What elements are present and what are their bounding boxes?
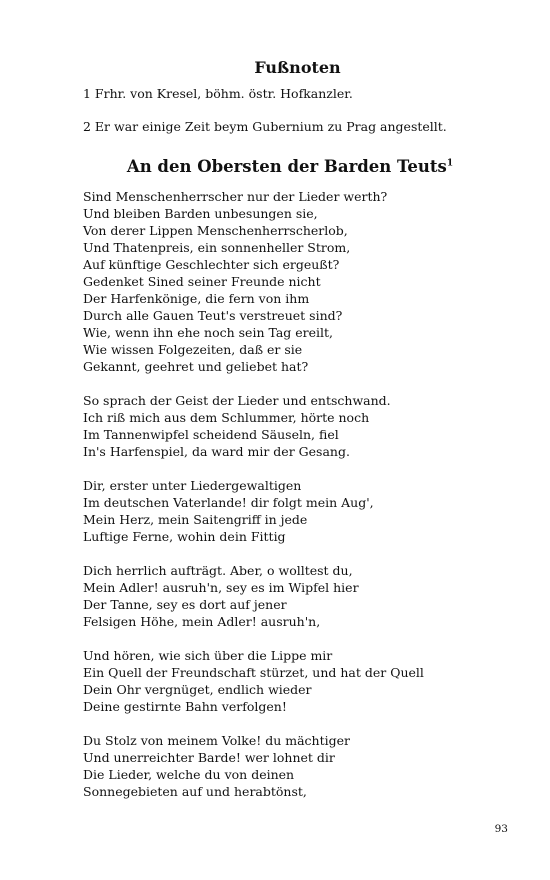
poem-line: Von derer Lippen Menschenherrscherlob, [83,223,348,238]
poem-line: Sind Menschenherrscher nur der Lieder werth? [83,189,388,204]
stanza [83,477,523,545]
poem-line: Und unerreichter Barde! wer lohnet dir [83,750,335,765]
poem-line: Wie wissen Folgezeiten, daß er sie [83,342,303,357]
poem-line: Deine gestirnte Bahn verfolgen! [83,699,287,714]
footnote-1: 1 Frhr. von Kresel, böhm. östr. Hofkanzler. [83,86,353,101]
poem-line: Der Tanne, sey es dort auf jener [83,597,287,612]
stanza [83,392,523,460]
poem-line: Die Lieder, welche du von deinen [83,767,295,782]
poem-line: Und bleiben Barden unbesungen sie, [83,206,318,221]
stanza [83,188,523,375]
poem-line: Im Tannenwipfel scheidend Säuseln, fiel [83,427,339,442]
poem-line: Du Stolz von meinem Volke! du mächtiger [83,733,350,748]
poem-line: Mein Herz, mein Saitengriff in jede [83,512,308,527]
footnote-marker: 1 [446,158,454,169]
poem-title [0,157,550,176]
poem-body [83,188,523,817]
poem-line: Ein Quell der Freundschaft stürzet, und hat der Quell [83,665,424,680]
poem-line: So sprach der Geist der Lieder und entschwand. [83,393,391,408]
poem-line: Luftige Ferne, wohin dein Fittig [83,529,286,544]
poem-line: Gedenket Sined seiner Freunde nicht [83,274,321,289]
poem-line: Durch alle Gauen Teut's verstreuet sind? [83,308,343,323]
stanza [83,562,523,630]
poem-line: Sonnegebieten auf und herabtönst, [83,784,307,799]
poem-line: Ich riß mich aus dem Schlummer, hörte noch [83,410,370,425]
poem-line: Mein Adler! ausruh'n, sey es im Wipfel hier [83,580,359,595]
page-number: 93 [494,823,508,835]
poem-line: Und Thatenpreis, ein sonnenheller Strom, [83,240,351,255]
poem-line: Dich herrlich aufträgt. Aber, o wolltest du, [83,563,353,578]
footnotes-heading: Fußnoten [254,58,341,77]
poem-line: Auf künftige Geschlechter sich ergeußt? [83,257,340,272]
poem-title-text: An den Obersten der Barden Teuts [126,157,447,176]
poem-line: Der Harfenkönige, die fern von ihm [83,291,310,306]
poem-line: Dir, erster unter Liedergewaltigen [83,478,302,493]
poem-line: In's Harfenspiel, da ward mir der Gesang. [83,444,350,459]
poem-line: Wie, wenn ihn ehe noch sein Tag ereilt, [83,325,334,340]
poem-line: Dein Ohr vergnüget, endlich wieder [83,682,312,697]
poem-line: Gekannt, geehret und geliebet hat? [83,359,309,374]
stanza [83,732,523,800]
poem-line: Und hören, wie sich über die Lippe mir [83,648,333,663]
footnote-2: 2 Er war einige Zeit beym Gubernium zu Prag angestellt. [83,119,447,134]
poem-line: Im deutschen Vaterlande! dir folgt mein Aug', [83,495,374,510]
poem-line: Felsigen Höhe, mein Adler! ausruh'n, [83,614,321,629]
stanza [83,647,523,715]
